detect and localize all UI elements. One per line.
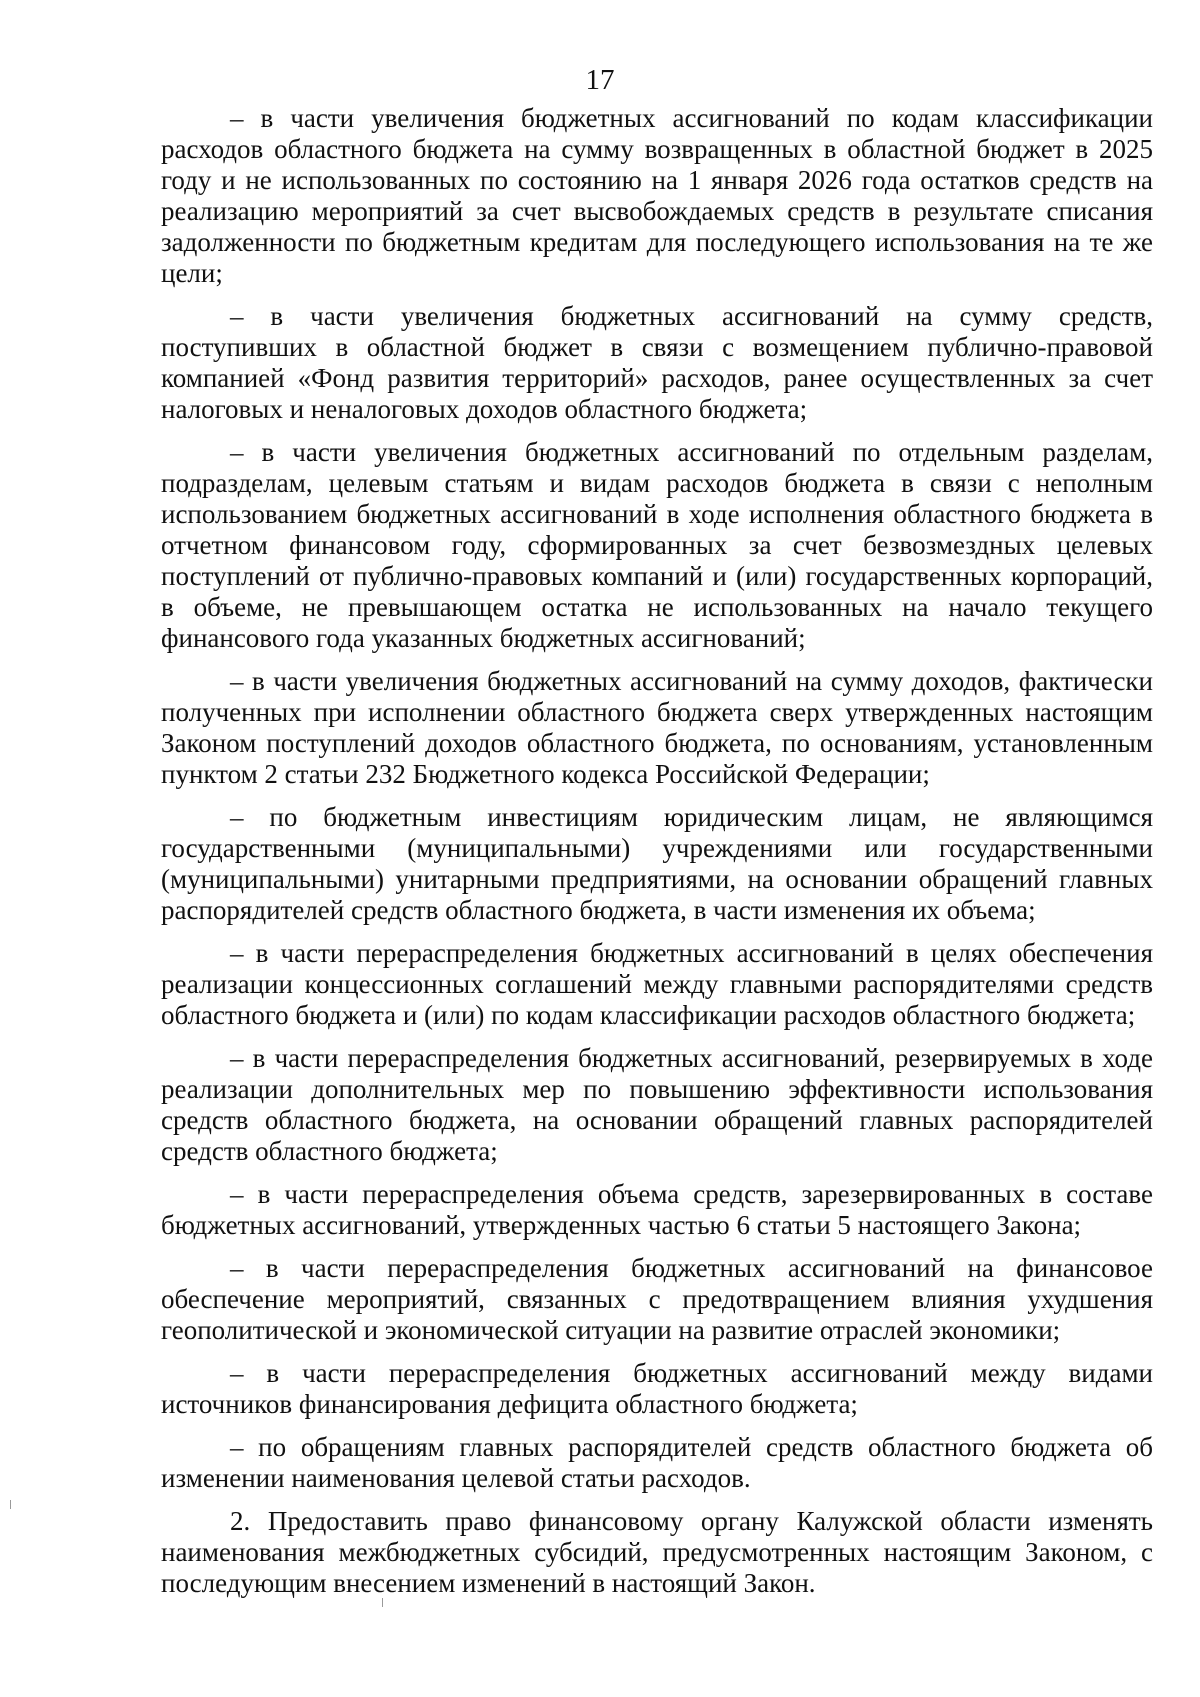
list-item: – в части перераспределения бюджетных ассигнований, резервируемых в ходе реализации дополнительных мер по повышению эффективности использования средств областного бюджета, на основании обращений главных распорядителей средств областного бюджета; [161,1043,1153,1166]
scan-speck [382,1598,383,1607]
page-number: 17 [585,64,615,96]
list-item: – по бюджетным инвестициям юридическим лицам, не являющимся государственными (муниципальными) учреждениями или государственными (муниципальными) унитарными предприятиями, на основании обращений главных распорядителей средств областного бюджета, в части изменения их объема; [161,802,1153,925]
list-item: – в части увеличения бюджетных ассигнований по кодам классификации расходов областного бюджета на сумму возвращенных в областной бюджет в 2025 году и не использованных по состоянию на 1 января 2026 года остатков средств на реализацию мероприятий за счет высвобождаемых средств в результате списания задолженности по бюджетным кредитам для последующего использования на те же цели; [161,103,1153,288]
list-item: – в части перераспределения бюджетных ассигнований в целях обеспечения реализации концессионных соглашений между главными распорядителями средств областного бюджета и (или) по кодам классификации расходов областного бюджета; [161,938,1153,1030]
list-item: – в части увеличения бюджетных ассигнований по отдельным разделам, подразделам, целевым статьям и видам расходов бюджета в связи с неполным использованием бюджетных ассигнований в ходе исполнения областного бюджета в отчетном финансовом году, сформированных за счет безвозмездных целевых поступлений от публично-правовых компаний и (или) государственных корпораций, в объеме, не превышающем остатка не использованных на начало текущего финансового года указанных бюджетных ассигнований; [161,437,1153,653]
list-item: – в части перераспределения бюджетных ассигнований на финансовое обеспечение мероприятий, связанных с предотвращением влияния ухудшения геополитической и экономической ситуации на развитие отраслей экономики; [161,1253,1153,1345]
list-item: – по обращениям главных распорядителей средств областного бюджета об изменении наименования целевой статьи расходов. [161,1432,1153,1493]
list-item: – в части перераспределения бюджетных ассигнований между видами источников финансирования дефицита областного бюджета; [161,1358,1153,1419]
document-body [161,103,1153,1611]
list-item: – в части увеличения бюджетных ассигнований на сумму средств, поступивших в областной бюджет в связи с возмещением публично-правовой компанией «Фонд развития территорий» расходов, ранее осуществленных за счет налоговых и неналоговых доходов областного бюджета; [161,301,1153,424]
scan-speck [10,1500,11,1509]
list-item: – в части увеличения бюджетных ассигнований на сумму доходов, фактически полученных при исполнении областного бюджета сверх утвержденных настоящим Законом поступлений доходов областного бюджета, по основаниям, установленным пунктом 2 статьи 232 Бюджетного кодекса Российской Федерации; [161,666,1153,789]
list-item: – в части перераспределения объема средств, зарезервированных в составе бюджетных ассигнований, утвержденных частью 6 статьи 5 настоящего Закона; [161,1179,1153,1240]
clause-2-paragraph: 2. Предоставить право финансовому органу Калужской области изменять наименования межбюджетных субсидий, предусмотренных настоящим Законом, с последующим внесением изменений в настоящий Закон. [161,1506,1153,1598]
